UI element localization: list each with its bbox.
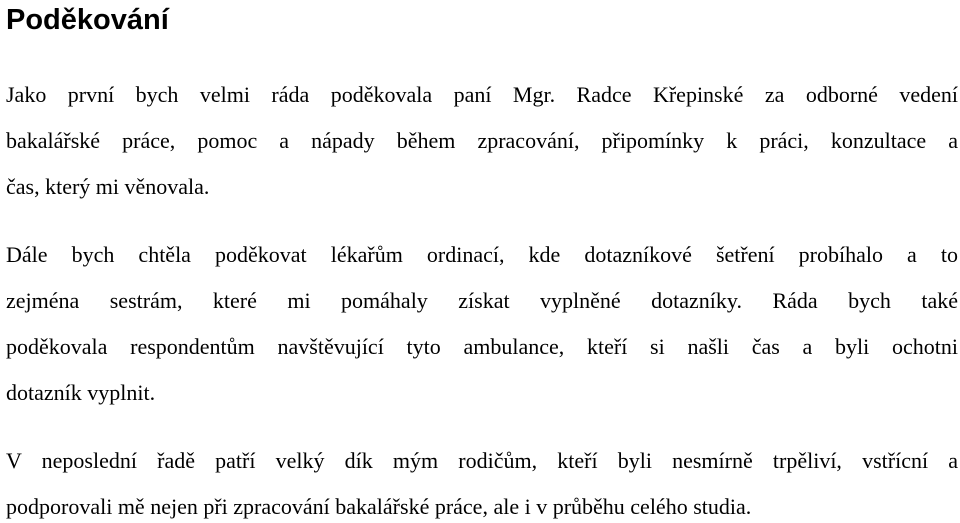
text-line: poděkovala respondentům navštěvující tyto ambulance, kteří si našli čas a byli ochotni: [6, 334, 958, 359]
text-line: čas, který mi věnovala.: [6, 174, 210, 199]
text-line: bakalářské práce, pomoc a nápady během zpracování, připomínky k práci, konzultace a: [6, 128, 958, 153]
text-line: Jako první bych velmi ráda poděkovala paní Mgr. Radce Křepinské za odborné vedení: [6, 82, 958, 107]
text-line: Dále bych chtěla poděkovat lékařům ordinací, kde dotazníkové šetření probíhalo a to: [6, 242, 958, 267]
text-line: zejména sestrám, které mi pomáhaly získat vyplněné dotazníky. Ráda bych také: [6, 288, 958, 313]
page-title: Poděkování: [6, 4, 169, 36]
text-line: podporovali mě nejen při zpracování bakalářské práce, ale i v průběhu celého studia.: [6, 494, 752, 519]
text-line: V neposlední řadě patří velký dík mým rodičům, kteří byli nesmírně trpěliví, vstřícní a: [6, 448, 958, 473]
text-line: dotazník vyplnit.: [6, 380, 156, 405]
